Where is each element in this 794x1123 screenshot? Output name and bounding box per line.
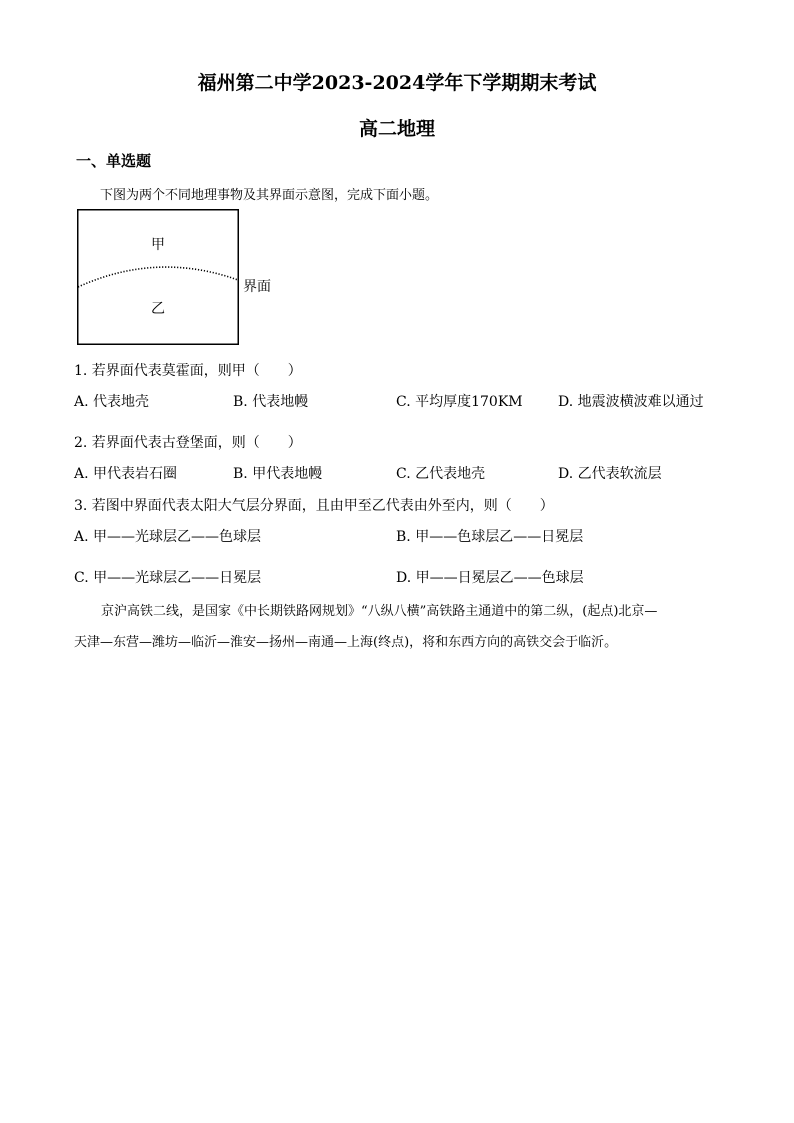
interface-curve bbox=[78, 267, 238, 287]
question-3-stem: 3. 若图中界面代表太阳大气层分界面，且由甲至乙代表由外至内，则（ ） bbox=[74, 498, 554, 514]
exam-title: 福州第二中学2023-2024学年下学期期末考试 bbox=[197, 72, 597, 94]
q2-option-d: D. 乙代表软流层 bbox=[558, 466, 662, 482]
section-heading: 一、单选题 bbox=[76, 152, 152, 170]
exam-subject: 高二地理 bbox=[358, 118, 435, 140]
question-1-stem: 1. 若界面代表莫霍面，则甲（ ） bbox=[74, 363, 302, 379]
label-yi: 乙 bbox=[151, 301, 165, 317]
q1-option-c: C. 平均厚度170KM bbox=[396, 394, 523, 410]
q3-option-c: C. 甲——光球层乙——日冕层 bbox=[74, 570, 262, 586]
question-2-stem: 2. 若界面代表古登堡面，则（ ） bbox=[74, 435, 302, 451]
q2-option-c: C. 乙代表地壳 bbox=[396, 466, 486, 482]
q3-option-b: B. 甲——色球层乙——日冕层 bbox=[396, 529, 584, 545]
interface-label: 界面 bbox=[243, 279, 271, 295]
label-jia: 甲 bbox=[151, 237, 165, 253]
q2-option-a: A. 甲代表岩石圈 bbox=[74, 466, 178, 482]
diagram-frame bbox=[78, 210, 239, 345]
q1-option-a: A. 代表地壳 bbox=[74, 394, 150, 410]
diagram-svg bbox=[77, 209, 239, 345]
q3-option-d: D. 甲——日冕层乙——色球层 bbox=[396, 570, 584, 586]
q2-option-b: B. 甲代表地幔 bbox=[233, 466, 323, 482]
question-intro: 下图为两个不同地理事物及其界面示意图，完成下面小题。 bbox=[100, 188, 439, 203]
q1-option-d: D. 地震波横波难以通过 bbox=[558, 394, 704, 410]
passage-line-1: 京沪高铁二线，是国家《中长期铁路网规划》“八纵八横”高铁路主通道中的第二纵，(起点)北京— bbox=[101, 604, 658, 619]
q3-option-a: A. 甲——光球层乙——色球层 bbox=[74, 529, 262, 545]
q1-option-b: B. 代表地幔 bbox=[233, 394, 309, 410]
interface-diagram bbox=[77, 209, 239, 345]
passage-line-2: 天津—东营—潍坊—临沂—淮安—扬州—南通—上海(终点)，将和东西方向的高铁交会于临沂。 bbox=[74, 635, 618, 650]
